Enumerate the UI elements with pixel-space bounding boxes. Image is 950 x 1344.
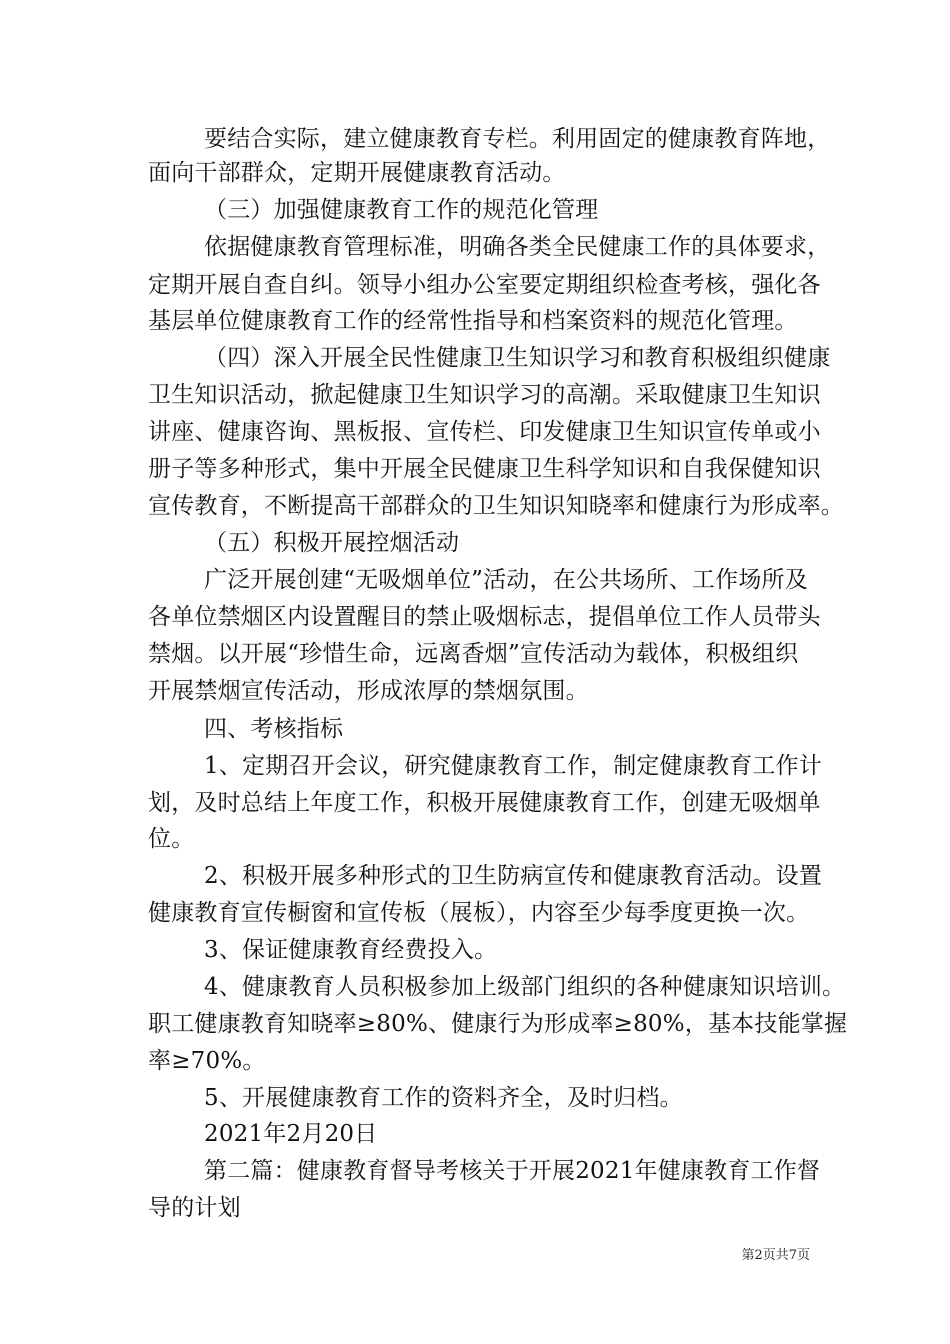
page-number: 第2页共7页 xyxy=(741,1248,810,1263)
text-line: 2、积极开展多种形式的卫生防病宣传和健康教育活动。设置 xyxy=(204,863,823,889)
section-heading: （四）深入开展全民性健康卫生知识学习和教育积极组织健康 xyxy=(204,345,831,371)
text-line: 职工健康教育知晓率≥80%、健康行为形成率≥80%，基本技能掌握 xyxy=(148,1011,848,1037)
date-line: 2021年2月20日 xyxy=(204,1121,378,1147)
text-line: 3、保证健康教育经费投入。 xyxy=(204,937,498,963)
text-line: 广泛开展创建“无吸烟单位”活动，在公共场所、工作场所及 xyxy=(204,567,808,593)
text-line: 基层单位健康教育工作的经常性指导和档案资料的规范化管理。 xyxy=(148,308,798,334)
text-line: 率≥70%。 xyxy=(148,1048,266,1074)
text-line: 定期开展自查自纠。领导小组办公室要定期组织检查考核，强化各 xyxy=(148,272,821,298)
text-line: 5、开展健康教育工作的资料齐全，及时归档。 xyxy=(204,1085,683,1111)
text-line: 讲座、健康咨询、黑板报、宣传栏、印发健康卫生知识宣传单或小 xyxy=(148,419,821,445)
section-heading: 四、考核指标 xyxy=(204,716,344,742)
text-line: 卫生知识活动，掀起健康卫生知识学习的高潮。采取健康卫生知识 xyxy=(148,382,821,408)
text-line: 划，及时总结上年度工作，积极开展健康教育工作，创建无吸烟单 xyxy=(148,790,821,816)
text-line: 4、健康教育人员积极参加上级部门组织的各种健康知识培训。 xyxy=(204,974,846,1000)
text-line: 1、定期召开会议，研究健康教育工作，制定健康教育工作计 xyxy=(204,753,823,779)
text-line: 禁烟。以开展“珍惜生命，远离香烟”宣传活动为载体，积极组织 xyxy=(148,641,799,667)
text-line: 宣传教育，不断提高干部群众的卫生知识知晓率和健康行为形成率。 xyxy=(148,493,844,519)
section-heading: （五）积极开展控烟活动 xyxy=(204,530,460,556)
text-line: 位。 xyxy=(148,826,195,852)
text-line: 册子等多种形式，集中开展全民健康卫生科学知识和自我保健知识 xyxy=(148,456,821,482)
text-line: 要结合实际，建立健康教育专栏。利用固定的健康教育阵地， xyxy=(204,126,831,152)
text-line: 面向干部群众，定期开展健康教育活动。 xyxy=(148,160,566,186)
text-line: 开展禁烟宣传活动，形成浓厚的禁烟氛围。 xyxy=(148,678,589,704)
text-line: 健康教育宣传橱窗和宣传板（展板），内容至少每季度更换一次。 xyxy=(148,900,810,926)
text-line: 依据健康教育管理标准，明确各类全民健康工作的具体要求， xyxy=(204,234,831,260)
text-line: 各单位禁烟区内设置醒目的禁止吸烟标志，提倡单位工作人员带头 xyxy=(148,604,821,630)
section-heading: （三）加强健康教育工作的规范化管理 xyxy=(204,197,599,223)
text-line: 第二篇：健康教育督导考核关于开展2021年健康教育工作督 xyxy=(204,1158,821,1184)
text-line: 导的计划 xyxy=(148,1195,241,1221)
